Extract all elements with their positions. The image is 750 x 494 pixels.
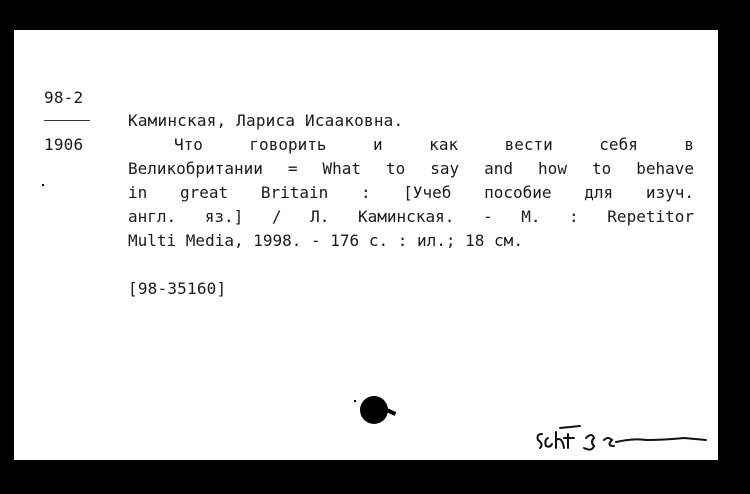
handwritten-annotation-strokes [538,426,707,450]
punch-hole-mark [360,396,388,424]
title-line-5: Multi Media, 1998. - 176 с. : ил.; 18 см. [128,231,523,250]
call-number-top: 98-2 [44,88,84,107]
handwritten-annotation [534,410,714,470]
speck [42,184,44,186]
title-line-4: англ. яз.] / Л. Каминская. - М. : Repetitor [128,207,694,226]
catalog-card [14,30,718,460]
lccn-number: [98-35160] [128,279,227,298]
title-line-1: Что говорить и как вести себя в [174,135,694,154]
title-line-3: in great Britain : [Учеб пособие для изуч. [128,183,694,202]
author-heading: Каминская, Лариса Исааковна. [128,111,404,130]
title-line-2: Великобритании = What to say and how to behave [128,159,694,178]
speck [354,400,356,402]
call-number-divider [44,120,90,121]
call-number-bottom: 1906 [44,135,84,154]
punch-hole-tail [386,408,397,416]
